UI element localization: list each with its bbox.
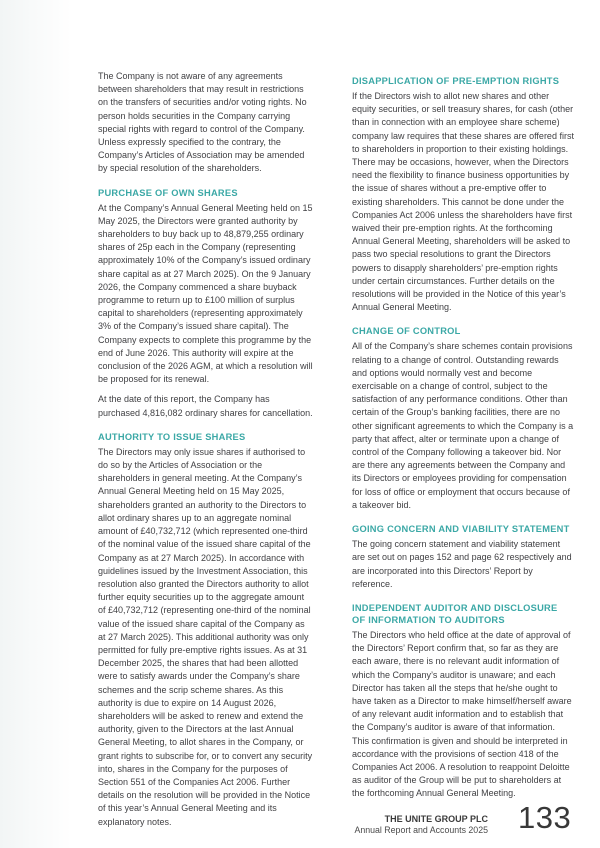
section-independent-auditor bbox=[352, 602, 574, 801]
section-heading: DISAPPLICATION OF PRE-EMPTION RIGHTS bbox=[352, 76, 560, 86]
section-change-of-control bbox=[352, 325, 574, 512]
paragraph: All of the Company’s share schemes contain provisions relating to a change of control. Outstanding rewards and options would normally vest and become exercisable on a change of control, subject to the satisfaction of any performance conditions. Other than certain of the Group’s banking facilities, there are no other significant agreements to which the Company is a party that affect, alter or terminate upon a change of control of the Company following a takeover bid. Nor are there any agreements between the Company and its Directors or employees providing for compensation for loss of office or employment that occurs because of a takeover bid. bbox=[352, 341, 574, 510]
section-going-concern-viability bbox=[352, 523, 574, 591]
section-disapplication-of-pre-emption-rights bbox=[352, 75, 574, 314]
section-authority-to-issue-shares bbox=[98, 431, 314, 829]
paragraph: The going concern statement and viability statement are set out on pages 152 and page 62 respectively and are incorporated into this Directors’ Report by reference. bbox=[352, 539, 572, 589]
section-heading: PURCHASE OF OWN SHARES bbox=[98, 187, 238, 198]
paragraph: At the date of this report, the Company has purchased 4,816,082 ordinary shares for cancellation. bbox=[98, 394, 313, 418]
paragraph: The Directors who held office at the date of approval of the Directors’ Report confirm that, so far as they are each aware, there is no relevant audit information of which the Company’s auditor is unaware; and each Director has taken all the steps that he/she ought to have taken as a Director to make himself/herself aware of any relevant audit information and to establish that the Company’s auditor is aware of that information. This confirmation is given and should be interpreted in accordance with the provisions of section 418 of the Companies Act 2006. A resolution to reappoint Deloitte as auditor of the Group will be put to shareholders at the forthcoming Annual General Meeting. bbox=[352, 629, 572, 799]
page-content bbox=[98, 70, 574, 836]
footer-company-name: THE UNITE GROUP PLC bbox=[384, 814, 488, 824]
section-heading-line: INDEPENDENT AUDITOR AND DISCLOSURE bbox=[352, 602, 558, 613]
section-heading: GOING CONCERN AND VIABILITY STATEMENT bbox=[352, 524, 570, 535]
paragraph: At the Company’s Annual General Meeting held on 15 May 2025, the Directors were granted authority by shareholders to buy back up to 48,879,255 ordinary shares of 25p each in the Company (representing approximately 10% of the Company’s issued ordinary share capital as at 27 March 2025). On the 9 January 2026, the Company commenced a share buyback programme to return up to £100 million of surplus capital to shareholders (representing approximately 3% of the Company’s issued share capital). The Company expects to complete this programme by the end of June 2026. This authority will expire at the conclusion of the 2026 AGM, at which a resolution will be proposed for its renewal. bbox=[98, 202, 313, 385]
paragraph: If the Directors wish to allot new shares and other equity securities, or sell treasury shares, for cash (other than in connection with an employee share scheme) company law requires that these shares are offered first to shareholders in proportion to their existing holdings. There may be occasions, however, when the Directors need the flexibility to finance business opportunities by the issue of shares without a pre-emptive offer to existing shareholders. This cannot be done under the Companies Act 2006 unless the shareholders have first waived their pre-emption rights. At the forthcoming Annual General Meeting, shareholders will be asked to pass two special resolutions to grant the Directors powers to disapply shareholders’ pre-emption rights under certain circumstances. Further details on the resolutions will be provided in the Notice of this year’s Annual General Meeting. bbox=[352, 91, 574, 313]
page-number: 133 bbox=[518, 800, 572, 835]
section-heading: AUTHORITY TO ISSUE SHARES bbox=[98, 431, 246, 442]
section-heading bbox=[352, 602, 574, 626]
section-shareholder-agreements bbox=[98, 70, 314, 176]
footer bbox=[188, 814, 488, 836]
footer-report-title: Annual Report and Accounts 2025 bbox=[354, 825, 488, 835]
page-edge-shadow bbox=[0, 0, 72, 848]
left-column bbox=[98, 70, 314, 836]
section-purchase-of-own-shares bbox=[98, 187, 314, 420]
section-heading-line: OF INFORMATION TO AUDITORS bbox=[352, 614, 505, 625]
section-heading: CHANGE OF CONTROL bbox=[352, 326, 461, 337]
paragraph: The Company is not aware of any agreements between shareholders that may result in restrictions on the transfers of securities and/or voting rights. No person holds securities in the Company carrying special rights with regard to control of the Company. Unless expressly specified to the contrary, the Company’s Articles of Association may be amended by special resolution of the shareholders. bbox=[98, 71, 307, 174]
right-column bbox=[352, 70, 574, 836]
paragraph: The Directors may only issue shares if authorised to do so by the Articles of Association or the shareholders in general meeting. At the Company’s Annual General Meeting held on 15 May 2025, shareholders granted an authority to the Directors to allot ordinary shares up to an aggregate nominal amount of £40,732,712 (which represented one-third of the nominal value of the issued share capital of the Company as at 27 March 2025). In accordance with guidelines issued by the Investment Association, this resolution also granted the Directors authority to allot further equity securities up to the aggregate amount of £40,732,712 (representing one-third of the nominal value of the issued share capital of the Company as at 27 March 2025). This additional authority was only permitted for fully pre-emptive rights issues. As at 31 December 2025, the shares that had been allotted were to satisfy awards under the Company’s share schemes and the scrip scheme shares. As this authority is due to expire on 14 August 2026, shareholders will be asked to renew and extend the authority, given to the Directors at the last Annual General Meeting, to allot shares in the Company, or grant rights to subscribe for, or to convert any security into, shares in the Company for the purposes of Section 551 of the Companies Act 2006. Further details on the resolution will be provided in the Notice of this year’s Annual General Meeting and its explanatory notes. bbox=[98, 446, 313, 827]
